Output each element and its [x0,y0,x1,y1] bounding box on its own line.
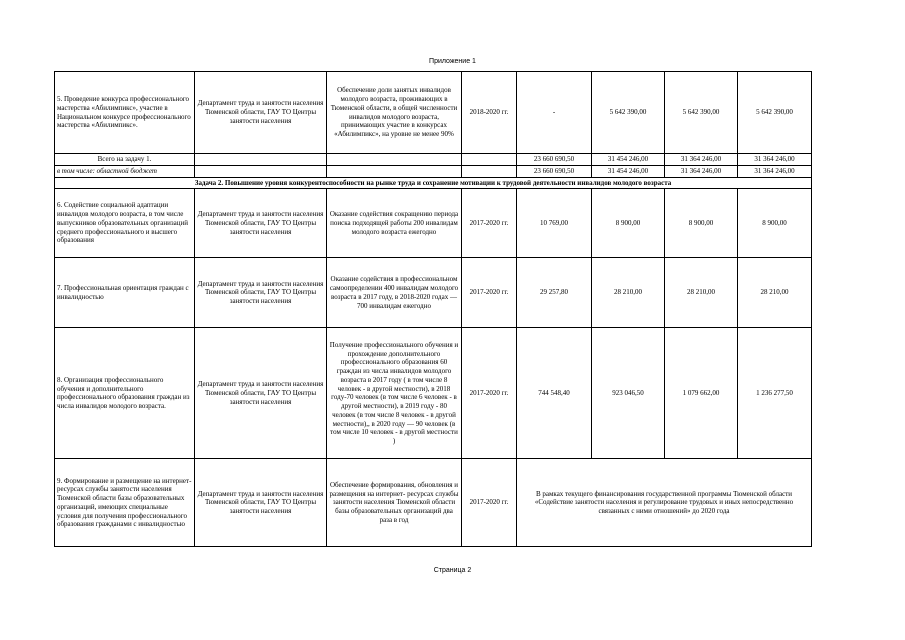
row-8-value-2018: 923 046,50 [592,328,665,459]
total-task-1-2019: 31 364 246,00 [665,154,738,166]
row-5-result: Обеспечение доли занятых инвалидов молодого возраста, проживающих в Тюменской области, в общей численности инвалидов молодого возраста, принимающих участие в конкурсах «Абилимпикс», на уровне не менее 90% [327,72,462,154]
row-9-period: 2017-2020 гг. [462,459,517,547]
empty-cell [195,154,327,166]
row-7-value-2017: 29 257,80 [517,258,592,328]
row-5-value-2018: 5 642 390,00 [592,72,665,154]
regional-budget-1-2019: 31 364 246,00 [665,165,738,177]
empty-cell [327,165,462,177]
table-row-6 [55,189,812,258]
program-table [54,71,812,547]
row-5-executor: Департамент труда и занятости населения Тюменской области, ГАУ ТО Центры занятости населения [195,72,327,154]
row-9-executor: Департамент труда и занятости населения Тюменской области, ГАУ ТО Центры занятости населения [195,459,327,547]
row-5-period: 2018-2020 гг. [462,72,517,154]
row-5-value-2017: - [517,72,592,154]
row-6-value-2019: 8 900,00 [665,189,738,258]
row-8-value-2019: 1 079 662,00 [665,328,738,459]
total-task-1-2020: 31 364 246,00 [738,154,812,166]
total-task-1-2018: 31 454 246,00 [592,154,665,166]
row-7-name: 7. Профессиональная ориентация граждан с инвалидностью [55,258,195,328]
row-6-name: 6. Содействие социальной адаптации инвалидов молодого возраста, в том числе выпускников образовательных организаций среднего профессионального и высшего образования [55,189,195,258]
empty-cell [195,165,327,177]
appendix-label: Приложение 1 [429,58,476,65]
table-row-total-task-1 [55,154,812,166]
row-5-name: 5. Проведение конкурса профессионального мастерства «Абилимпикс», участие в Национальном конкурсе профессионального мастерства «Абилимпикс». [55,72,195,154]
regional-budget-1-2017: 23 660 690,50 [517,165,592,177]
task-2-heading: Задача 2. Повышение уровня конкурентоспособности на рынке труда и сохранение мотивации к трудовой деятельности инвалидов молодого возраста [55,177,812,189]
table-row-9 [55,459,812,547]
table-row-7 [55,258,812,328]
total-task-1-2017: 23 660 690,50 [517,154,592,166]
regional-budget-1-2018: 31 454 246,00 [592,165,665,177]
regional-budget-1-label: в том числе: областной бюджет [55,165,195,177]
table-row-task-2-header [55,177,812,189]
row-6-executor: Департамент труда и занятости населения Тюменской области, ГАУ ТО Центры занятости населения [195,189,327,258]
row-9-name: 9. Формирование и размещение на интернет- ресурсах службы занятости населения Тюменской области базы образовательных организаций, имеющих специальные условия для получения профессионального образования гражданами с инвалидностью [55,459,195,547]
table-row-5 [55,72,812,154]
total-task-1-label: Всего на задачу 1. [55,154,195,166]
regional-budget-1-2020: 31 364 246,00 [738,165,812,177]
row-7-result: Оказание содействия в профессиональном самоопределении 400 инвалидам молодого возраста в 2017 году, в 2018-2020 годах — 700 инвалидам ежегодно [327,258,462,328]
row-7-value-2020: 28 210,00 [738,258,812,328]
row-6-period: 2017-2020 гг. [462,189,517,258]
row-6-value-2018: 8 900,00 [592,189,665,258]
row-6-result: Оказание содействия сокращению периода поиска подходящей работы 200 инвалидам молодого возраста ежегодно [327,189,462,258]
row-7-value-2019: 28 210,00 [665,258,738,328]
row-8-period: 2017-2020 гг. [462,328,517,459]
page-number: Страница 2 [433,567,472,574]
row-8-value-2017: 744 548,40 [517,328,592,459]
empty-cell [462,165,517,177]
row-6-value-2020: 8 900,00 [738,189,812,258]
row-6-value-2017: 10 769,00 [517,189,592,258]
row-5-value-2019: 5 642 390,00 [665,72,738,154]
row-8-value-2020: 1 236 277,50 [738,328,812,459]
row-8-result: Получение профессионального обучения и прохождение дополнительного профессионального образования 60 граждан из числа инвалидов молодого возраста в 2017 году ( в том числе 8 человек - в другой местности), в 2018 году-70 человек (в том числе 6 человек - в другой местности), в 2019 году - 80 человек (в том числе 8 человек - в другой местности),, в 2020 году — 90 человек (в том числе 10 человек - в другой местности ) [327,328,462,459]
table-row-regional-budget-1 [55,165,812,177]
row-9-result: Обеспечение формирования, обновления и размещения на интернет- ресурсах службы занятости населения Тюменской области базы образовательных организаций два раза в год [327,459,462,547]
empty-cell [462,154,517,166]
row-5-value-2020: 5 642 390,00 [738,72,812,154]
empty-cell [327,154,462,166]
table-row-8 [55,328,812,459]
row-7-period: 2017-2020 гг. [462,258,517,328]
row-7-executor: Департамент труда и занятости населения Тюменской области, ГАУ ТО Центры занятости населения [195,258,327,328]
row-8-name: 8. Организация профессионального обучения и дополнительного профессионального образования граждан из числа инвалидов молодого возраста. [55,328,195,459]
row-7-value-2018: 28 210,00 [592,258,665,328]
row-8-executor: Департамент труда и занятости населения Тюменской области, ГАУ ТО Центры занятости населения [195,328,327,459]
row-9-funding-note: В рамках текущего финансирования государственной программы Тюменской области «Содействие занятости населения и регулирование трудовых и иных непосредственно связанных с ними отношений» до 2020 года [517,459,812,547]
